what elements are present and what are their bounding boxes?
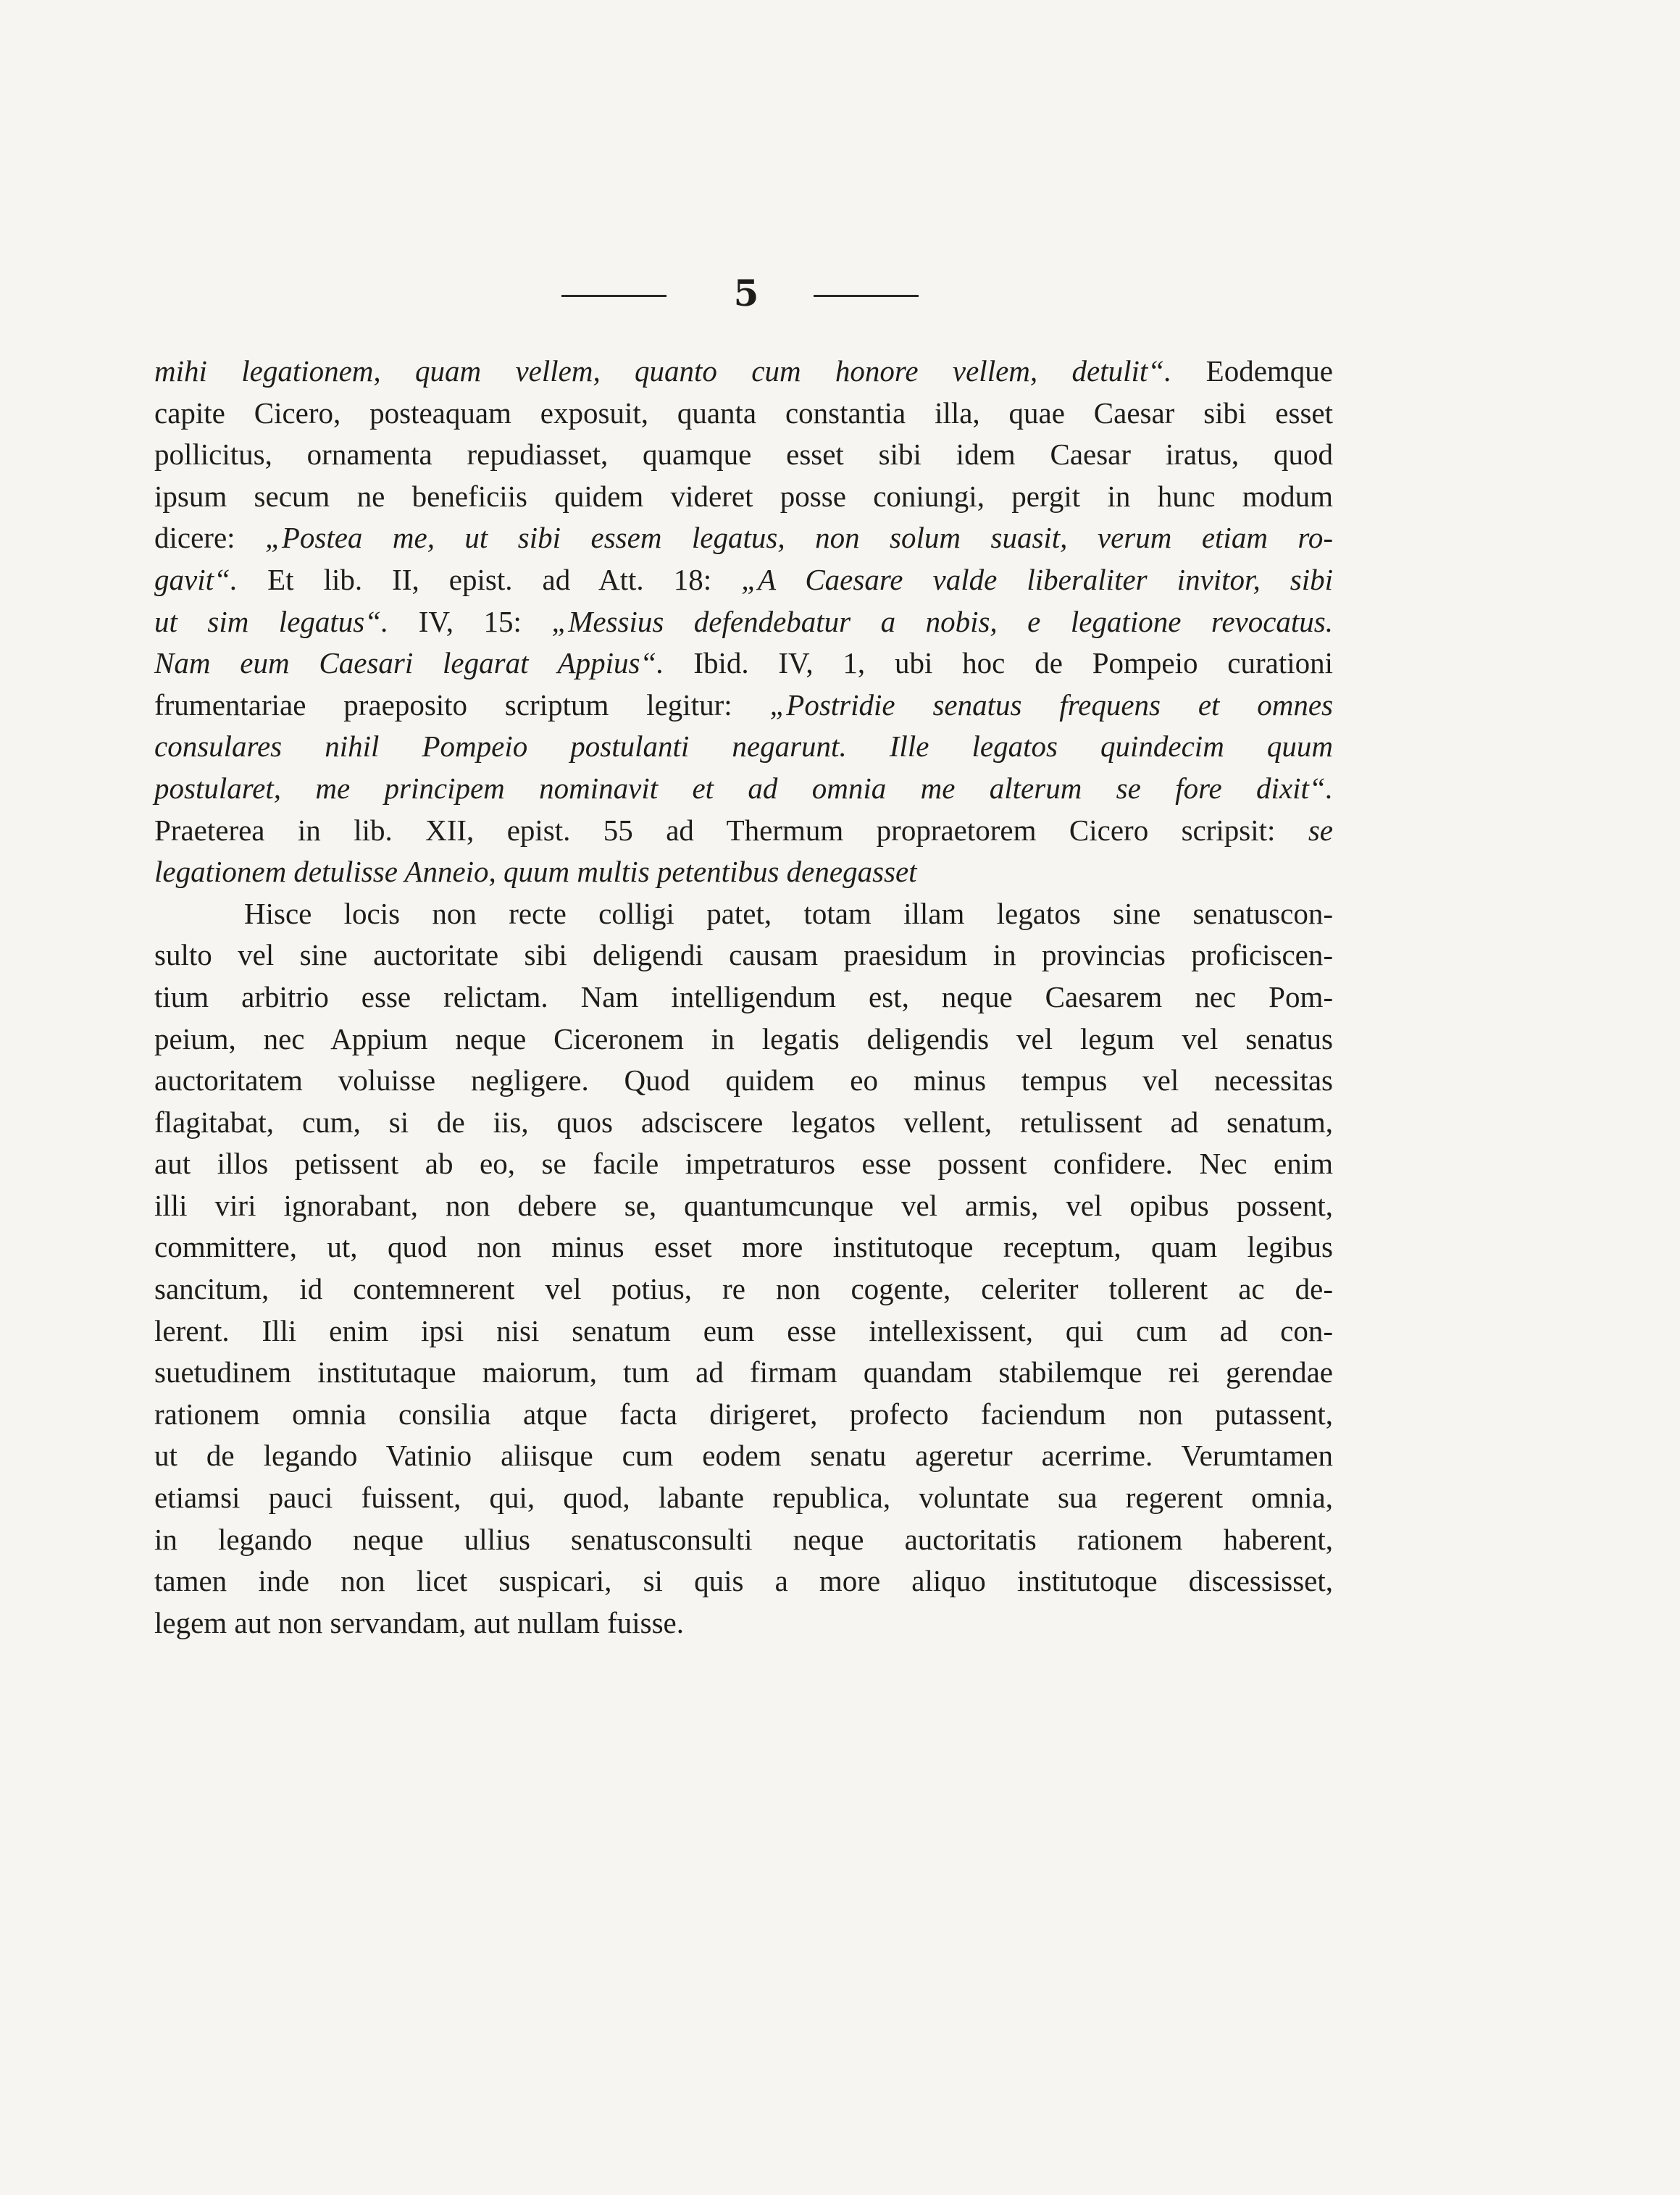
- text-run: Et lib. II, epist. ad Att. 18:: [238, 562, 742, 596]
- italic-run: se: [1308, 813, 1333, 847]
- text-line: [154, 434, 1333, 476]
- text-run: sancitum, id contemnerent vel potius, re non cogente, celeriter tollerent ac de-: [154, 1272, 1333, 1306]
- text-run: legem aut non servandam, aut nullam fuisse.: [154, 1605, 684, 1639]
- text-line: [154, 1394, 1333, 1436]
- text-line: [154, 1019, 1333, 1061]
- text-line: [154, 1310, 1333, 1352]
- text-run: Praeterea in lib. XII, epist. 55 ad Thermum propraetorem Cicero scripsit:: [154, 813, 1308, 847]
- text-run: peium, nec Appium neque Ciceronem in legatis deligendis vel legum vel senatus: [154, 1021, 1333, 1055]
- text-run: ut de legando Vatinio aliisque cum eodem senatu ageretur acerrime. Verumtamen: [154, 1439, 1333, 1473]
- text-line: [154, 935, 1333, 977]
- text-line: [154, 1143, 1333, 1185]
- text-line: [154, 810, 1333, 852]
- page-header: [0, 272, 1680, 315]
- text-run: in legando neque ullius senatusconsulti neque auctoritatis rationem haberent,: [154, 1522, 1333, 1556]
- text-line: [154, 643, 1333, 685]
- text-line: [154, 1602, 1333, 1644]
- text-line: [154, 1102, 1333, 1144]
- text-line: [154, 1519, 1333, 1561]
- text-run: Hisce locis non recte colligi patet, totam illam legatos sine senatuscon-: [244, 896, 1333, 930]
- italic-run: „Messius defendebatur a nobis, e legatione revocatus.: [551, 604, 1334, 638]
- text-line: [154, 351, 1333, 393]
- italic-run: mihi legationem, quam vellem, quanto cum honore vellem, detulit“.: [154, 354, 1172, 388]
- text-line: [154, 851, 1333, 893]
- italic-run: gavit“.: [154, 562, 238, 596]
- text-line: [154, 893, 1333, 935]
- italic-run: Nam eum Caesari legarat Appius“.: [154, 646, 664, 680]
- text-line: [154, 601, 1333, 643]
- text-line: [154, 768, 1333, 810]
- text-line: [154, 726, 1333, 768]
- text-run: sulto vel sine auctoritate sibi deligendi causam praesidum in provincias proficiscen-: [154, 938, 1333, 972]
- body-text: [154, 351, 1333, 1644]
- header-rule-right: [814, 295, 919, 297]
- italic-run: ut sim legatus“.: [154, 604, 389, 638]
- italic-run: consulares nihil Pompeio postulanti negarunt. Ille legatos quindecim quum: [154, 729, 1333, 764]
- text-line: [154, 517, 1333, 559]
- text-run: committere, ut, quod non minus esset more institutoque receptum, quam legibus: [154, 1230, 1333, 1264]
- italic-run: legationem detulisse Anneio, quum multis petentibus denegasset: [154, 855, 917, 889]
- text-line: [154, 1185, 1333, 1227]
- text-line: [154, 1352, 1333, 1394]
- text-run: IV, 15:: [388, 604, 552, 638]
- text-run: tamen inde non licet suspicari, si quis a more aliquo institutoque discessisset,: [154, 1564, 1333, 1598]
- text-line: [154, 1268, 1333, 1310]
- text-run: frumentariae praeposito scriptum legitur:: [154, 687, 770, 722]
- text-run: ipsum secum ne beneficiis quidem videret posse coniungi, pergit in hunc modum: [154, 479, 1333, 513]
- text-run: rationem omnia consilia atque facta dirigeret, profecto faciendum non putassent,: [154, 1397, 1333, 1431]
- text-run: flagitabat, cum, si de iis, quos adsciscere legatos vellent, retulissent ad senatum,: [154, 1105, 1333, 1139]
- text-run: pollicitus, ornamenta repudiasset, quamque esset sibi idem Caesar iratus, quod: [154, 438, 1333, 472]
- text-line: [154, 685, 1333, 727]
- text-line: [154, 559, 1333, 601]
- text-line: [154, 393, 1333, 435]
- text-run: illi viri ignorabant, non debere se, quantumcunque vel armis, vel opibus possent,: [154, 1188, 1333, 1222]
- text-line: [154, 1477, 1333, 1519]
- text-run: Ibid. IV, 1, ubi hoc de Pompeio curationi: [664, 646, 1334, 680]
- italic-run: „A Caesare valde liberaliter invitor, sibi: [741, 562, 1333, 596]
- page-number: 5: [733, 272, 759, 314]
- text-run: Eodemque: [1171, 354, 1333, 388]
- text-line: [154, 1435, 1333, 1477]
- text-line: [154, 977, 1333, 1019]
- text-run: dicere:: [154, 521, 266, 555]
- text-run: auctoritatem voluisse negligere. Quod quidem eo minus tempus vel necessitas: [154, 1063, 1333, 1098]
- text-run: aut illos petissent ab eo, se facile impetraturos esse possent confidere. Nec enim: [154, 1147, 1333, 1181]
- text-run: tium arbitrio esse relictam. Nam intelligendum est, neque Caesarem nec Pom-: [154, 979, 1333, 1013]
- header-rule-left: [561, 295, 666, 297]
- text-line: [154, 1060, 1333, 1102]
- italic-run: „Postridie senatus frequens et omnes: [769, 687, 1334, 722]
- text-line: [154, 476, 1333, 518]
- text-line: [154, 1560, 1333, 1602]
- text-run: suetudinem institutaque maiorum, tum ad firmam quandam stabilemque rei gerendae: [154, 1355, 1333, 1389]
- text-line: [154, 1226, 1333, 1268]
- text-run: lerent. Illi enim ipsi nisi senatum eum esse intellexissent, qui cum ad con-: [154, 1313, 1333, 1347]
- text-run: capite Cicero, posteaquam exposuit, quanta constantia illa, quae Caesar sibi esset: [154, 396, 1333, 430]
- italic-run: postularet, me principem nominavit et ad omnia me alterum se fore dixit“.: [154, 771, 1333, 805]
- text-run: etiamsi pauci fuissent, qui, quod, labante republica, voluntate sua regerent omnia,: [154, 1481, 1333, 1515]
- italic-run: „Postea me, ut sibi essem legatus, non solum suasit, verum etiam ro-: [265, 521, 1333, 555]
